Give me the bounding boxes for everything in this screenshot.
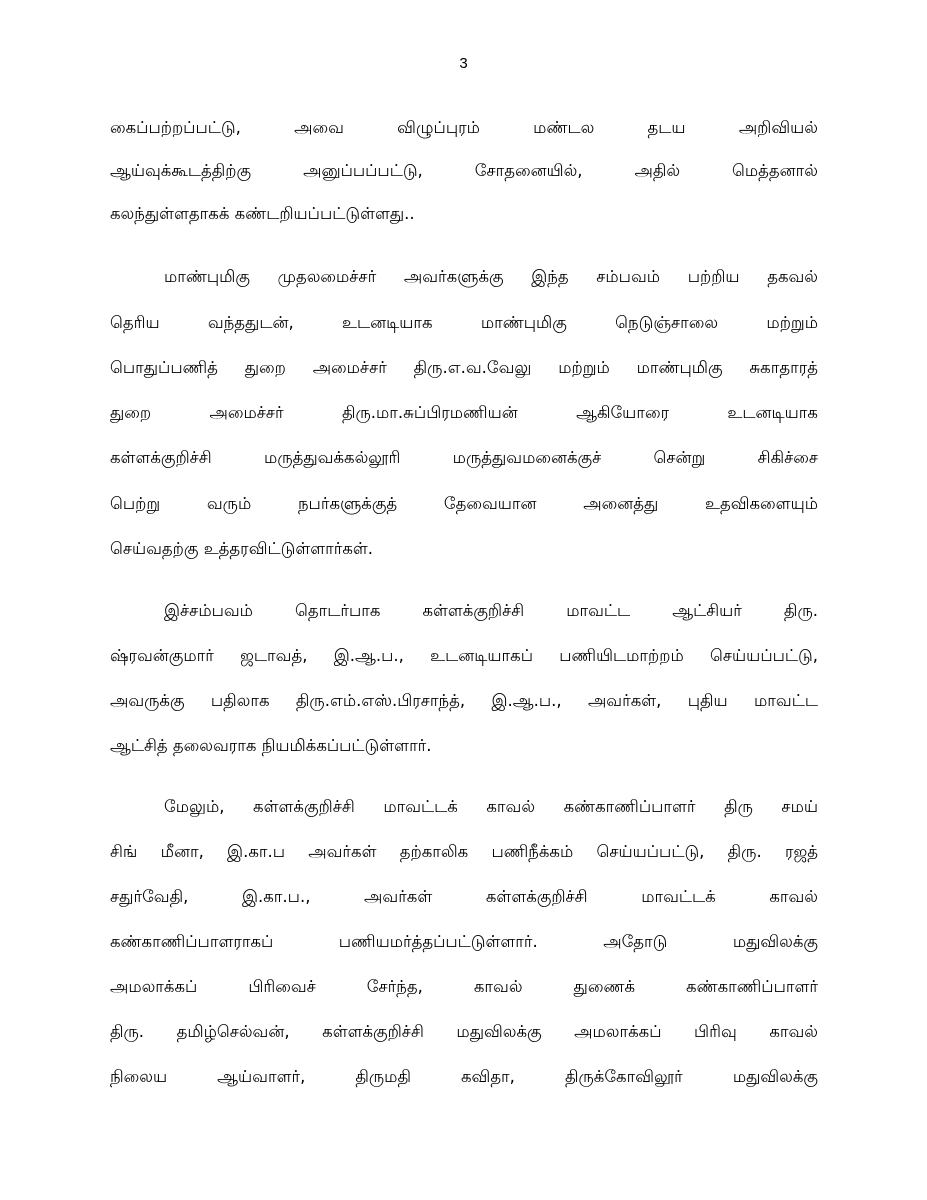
paragraph-1-line-2: ஆய்வுக்கூடத்திற்கு அனுப்பப்பட்டு, சோதனையில், அதில் மெத்தனால் [110, 161, 818, 180]
paragraph-4-line-7: நிலைய ஆய்வாளர், திருமதி கவிதா, திருக்கோவிலூர் மதுவிலக்கு [110, 1067, 818, 1086]
paragraph-2-line-6: பெற்று வரும் நபர்களுக்குத் தேவையான அனைத்து உதவிகளையும் [110, 494, 818, 513]
paragraph-3-line-1: இச்சம்பவம் தொடர்பாக கள்ளக்குறிச்சி மாவட்ட ஆட்சியர் திரு. [164, 601, 818, 620]
paragraph-4-line-1: மேலும், கள்ளக்குறிச்சி மாவட்டக் காவல் கண்காணிப்பாளர் திரு சமய் [164, 797, 818, 816]
paragraph-2-line-3: பொதுப்பணித் துறை அமைச்சர் திரு.எ.வ.வேலு மற்றும் மாண்புமிகு சுகாதாரத் [110, 358, 818, 377]
paragraph-2-line-5: கள்ளக்குறிச்சி மருத்துவக்கல்லூரி மருத்துவமனைக்குச் சென்று சிகிச்சை [110, 448, 818, 467]
paragraph-2-line-2: தெரிய வந்ததுடன், உடனடியாக மாண்புமிகு நெடுஞ்சாலை மற்றும் [110, 313, 818, 332]
paragraph-4-line-6: திரு. தமிழ்செல்வன், கள்ளக்குறிச்சி மதுவிலக்கு அமலாக்கப் பிரிவு காவல் [110, 1022, 818, 1041]
paragraph-2-line-4: துறை அமைச்சர் திரு.மா.சுப்பிரமணியன் ஆகியோரை உடனடியாக [110, 403, 818, 422]
paragraph-2-line-7: செய்வதற்கு உத்தரவிட்டுள்ளார்கள். [110, 539, 374, 558]
paragraph-4-line-2: சிங் மீனா, இ.கா.ப அவர்கள் தற்காலிக பணிநீக்கம் செய்யப்பட்டு, திரு. ரஜத் [110, 842, 818, 861]
paragraph-3-line-4: ஆட்சித் தலைவராக நியமிக்கப்பட்டுள்ளார். [110, 736, 432, 755]
paragraph-4-line-5: அமலாக்கப் பிரிவைச் சேர்ந்த, காவல் துணைக் கண்காணிப்பாளர் [110, 977, 818, 996]
paragraph-3-line-3: அவருக்கு பதிலாக திரு.எம்.எஸ்.பிரசாந்த், இ.ஆ.ப., அவர்கள், புதிய மாவட்ட [110, 691, 818, 710]
paragraph-4-line-3: சதுர்வேதி, இ.கா.ப., அவர்கள் கள்ளக்குறிச்சி மாவட்டக் காவல் [110, 887, 818, 906]
paragraph-3-line-2: ஷ்ரவன்குமார் ஜடாவத், இ.ஆ.ப., உடனடியாகப் பணியிடமாற்றம் செய்யப்பட்டு, [110, 646, 818, 665]
paragraph-1-line-1: கைப்பற்றப்பட்டு, அவை விழுப்புரம் மண்டல தடய அறிவியல் [110, 118, 818, 137]
paragraph-4-line-4: கண்காணிப்பாளராகப் பணியமர்த்தப்பட்டுள்ளார். அதோடு மதுவிலக்கு [110, 932, 818, 951]
paragraph-1-line-3: கலந்துள்ளதாகக் கண்டறியப்பட்டுள்ளது.. [110, 204, 415, 223]
paragraph-2-line-1: மாண்புமிகு முதலமைச்சர் அவர்களுக்கு இந்த சம்பவம் பற்றிய தகவல் [164, 267, 818, 286]
page-number: 3 [459, 55, 468, 72]
